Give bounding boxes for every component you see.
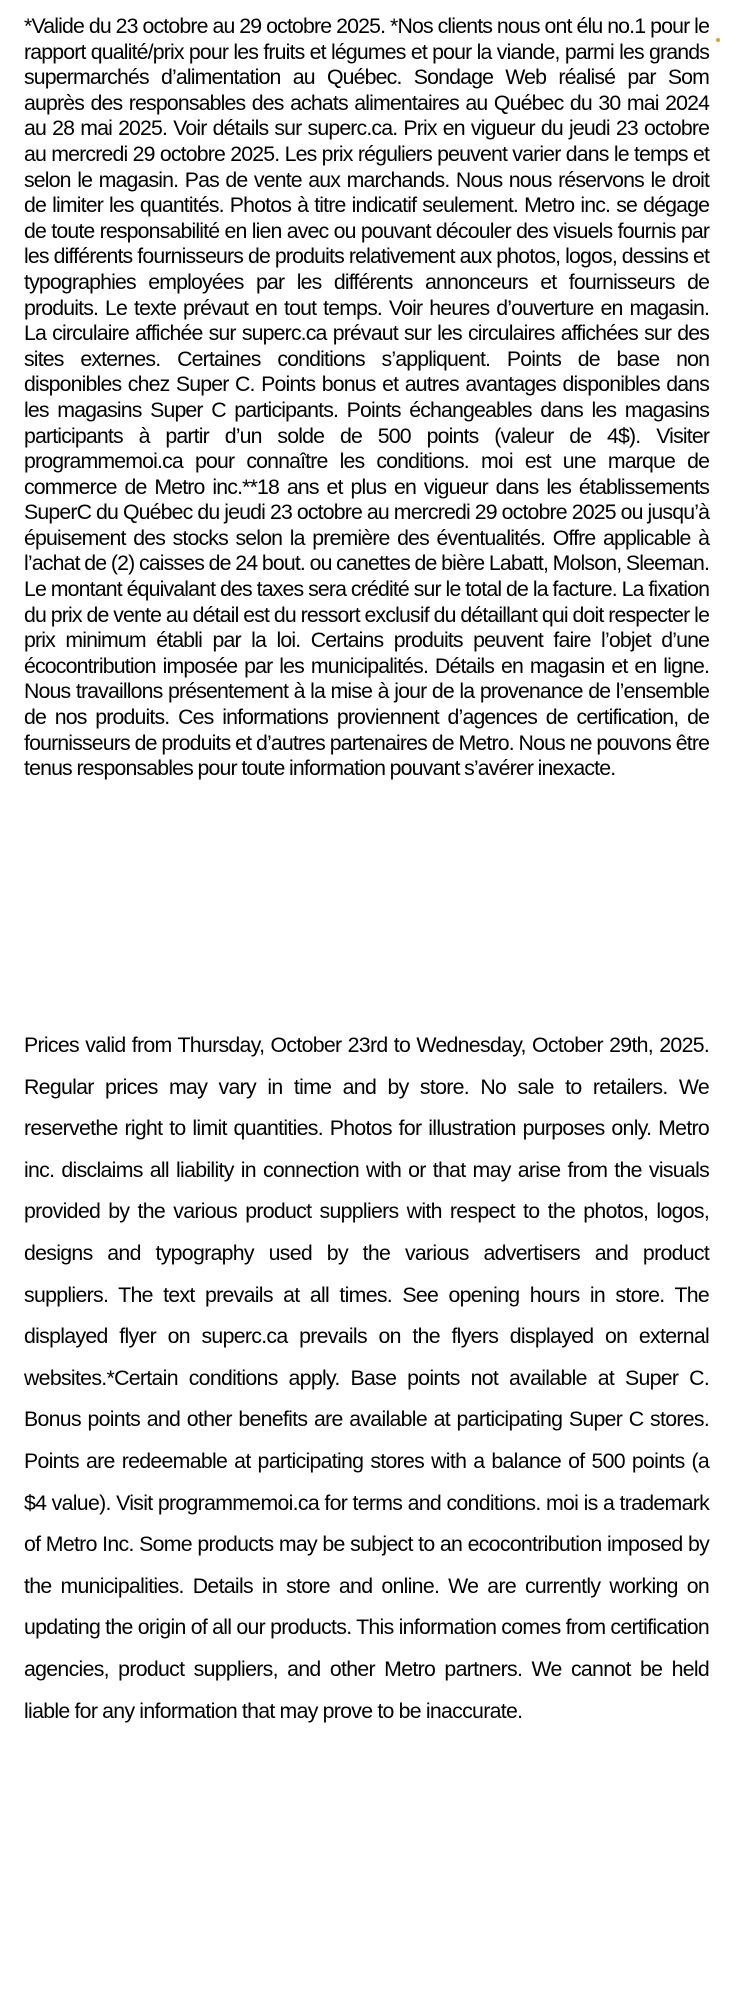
- english-disclaimer-paragraph: Prices valid from Thursday, October 23rd to Wednesday, October 29th, 2025. Regular prices may vary in time and by store. No sale to retailers. We reservethe right to limit quantities. Photos for illustration purposes only. Metro inc. disclaims all liability in connection with or that may arise from the visuals provided by the various product suppliers with respect to the photos, logos, designs and typography used by the various advertisers and product suppliers. The text prevails at all times. See opening hours in store. The displayed flyer on superc.ca prevails on the flyers displayed on external websites.*Certain conditions apply. Base points not available at Super C. Bonus points and other benefits are available at participating Super C stores. Points are redeemable at participating stores with a balance of 500 points (a $4 value). Visit programmemoi.ca for terms and conditions. moi is a trademark of Metro Inc. Some products may be subject to an ecocontribution imposed by the municipalities. Details in store and online. We are currently working on updating the origin of all our products. This information comes from certification agencies, product suppliers, and other Metro partners. We cannot be held liable for any information that may prove to be inaccurate.: [24, 1033, 710, 1723]
- decorative-dot: [716, 38, 720, 42]
- french-disclaimer-paragraph: *Valide du 23 octobre au 29 octobre 2025. *Nos clients nous ont élu no.1 pour le rapport qualité/prix pour les fruits et légumes et pour la viande, parmi les grands supermarchés d’alimentation au Québec. Sondage Web réalisé par Som auprès des responsables des achats alimentaires au Québec du 30 mai 2024 au 28 mai 2025. Voir détails sur superc.ca. Prix en vigueur du jeudi 23 octobre au mercredi 29 octobre 2025. Les prix réguliers peuvent varier dans le temps et selon le magasin. Pas de vente aux marchands. Nous nous réservons le droit de limiter les quantités. Photos à titre indicatif seulement. Metro inc. se dégage de toute responsabilité en lien avec ou pouvant découler des visuels fournis par les différents fournisseurs de produits relativement aux photos, logos, dessins et typographies employées par les différents annonceurs et fournisseurs de produits. Le texte prévaut en tout temps. Voir heures d’ouverture en magasin. La circulaire affichée sur superc.ca prévaut sur les circulaires affichées sur des sites externes. Certaines conditions s’appliquent. Points de base non disponibles chez Super C. Points bonus et autres avantages disponibles dans les magasins Super C participants. Points échangeables dans les magasins participants à partir d’un solde de 500 points (valeur de 4$). Visiter programmemoi.ca pour connaître les conditions. moi est une marque de commerce de Metro inc.**18 ans et plus en vigueur dans les établissements SuperC du Québec du jeudi 23 octobre au mercredi 29 octobre 2025 ou jusqu’à épuisement des stocks selon la première des éventualités. Offre applicable à l’achat de (2) caisses de 24 bout. ou canettes de bière Labatt, Molson, Sleeman. Le montant équivalant des taxes sera crédité sur le total de la facture. La fixation du prix de vente au détail est du ressort exclusif du détaillant qui doit respecter le prix minimum établi par la loi. Certains produits peuvent faire l’objet d’une écocontribution imposée par les municipalités. Détails en magasin et en ligne. Nous travaillons présentement à la mise à jour de la provenance de l’ensemble de nos produits. Ces informations proviennent d’agences de certification, de fournisseurs de produits et d’autres partenaires de Metro. Nous ne pouvons être tenus responsables pour toute information pouvant s’avérer inexacte.: [24, 14, 710, 781]
